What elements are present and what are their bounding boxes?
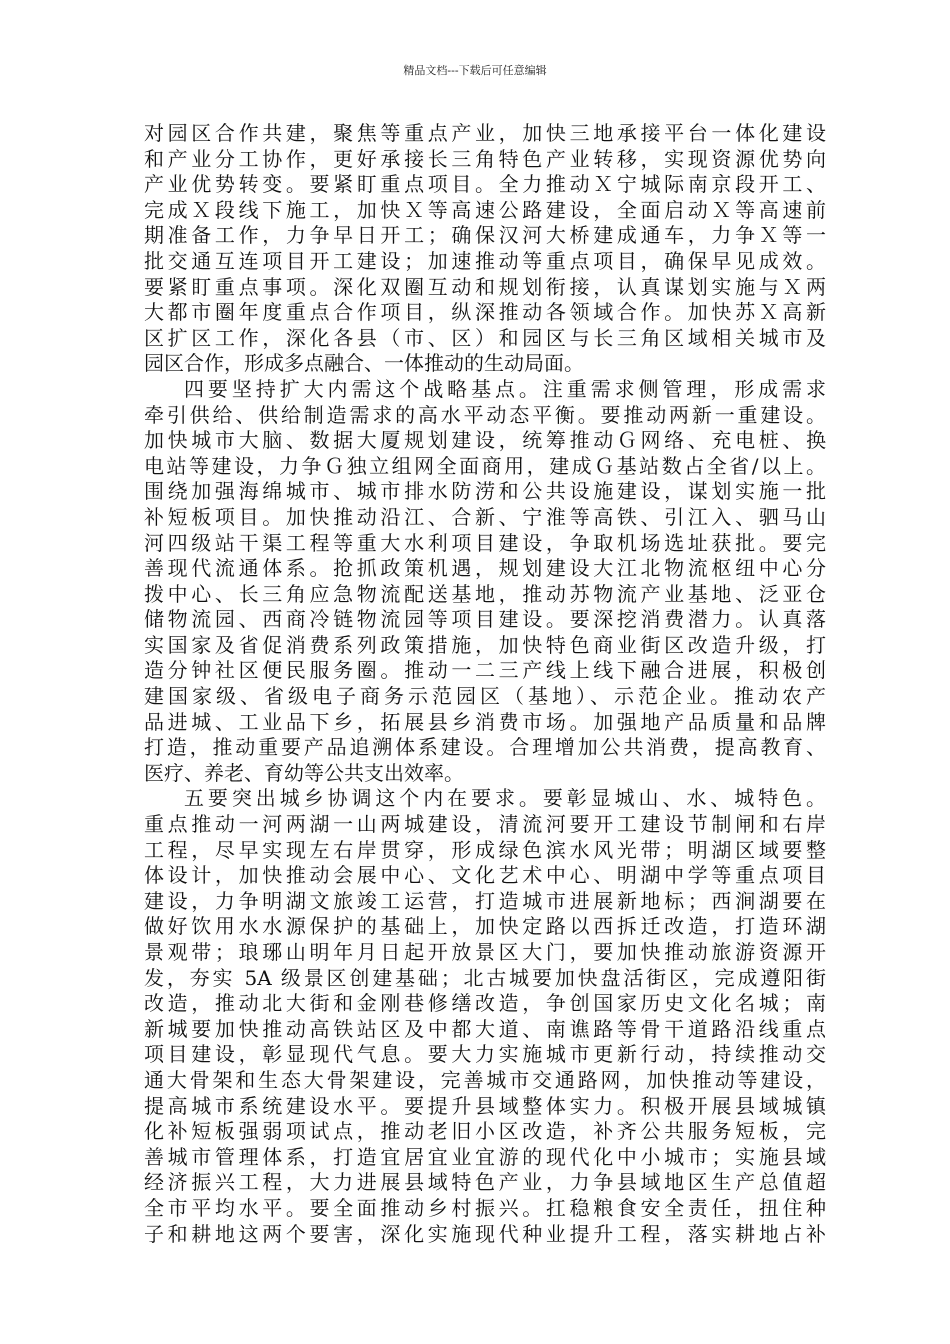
paragraph-line: 要紧盯重点事项。深化双圈互动和规划衔接，认真谋划实施与Ｘ两 — [144, 274, 826, 299]
paragraph-line: 储物流园、西商冷链物流园等项目建设。要深挖消费潜力。认真落 — [144, 607, 826, 632]
paragraph-line: 发，夯实 5A 级景区创建基础；北古城要加快盘活街区，完成遵阳街 — [144, 965, 826, 990]
paragraph-line: 医疗、养老、育幼等公共支出效率。 — [144, 760, 464, 785]
paragraph-line: 园区合作，形成多点融合、一体推动的生动局面。 — [144, 351, 584, 376]
paragraph-line: 全市平均水平。要全面推动乡村振兴。扛稳粮食安全责任，扭住种 — [144, 1195, 826, 1220]
page-header — [0, 64, 950, 78]
paragraph-line: 工程，尽早实现左右岸贯穿，形成绿色滨水风光带；明湖区域要整 — [144, 837, 826, 862]
paragraph-line: 景观带；琅琊山明年月日起开放景区大门，要加快推动旅游资源开 — [144, 940, 826, 964]
paragraph-line: 新城要加快推动高铁站区及中都大道、南谯路等骨干道路沿线重点 — [144, 1016, 826, 1041]
paragraph-line: 提高城市系统建设水平。要提升县域整体实力。积极开展县域城镇 — [144, 1093, 826, 1118]
paragraph-line: 完成Ｘ段线下施工，加快Ｘ等高速公路建设，全面启动Ｘ等高速前 — [144, 197, 826, 222]
paragraph-line: 体设计，加快推动会展中心、文化艺术中心、明湖中学等重点项目 — [144, 863, 826, 888]
paragraph-line: 改造，推动北大街和金刚巷修缮改造，争创国家历史文化名城；南 — [144, 991, 826, 1016]
paragraph-line: 批交通互连项目开工建设；加速推动等重点项目，确保早见成效。 — [144, 248, 826, 273]
paragraph-line: 子和耕地这两个要害，深化实施现代种业提升工程，落实耕地占补 — [144, 1221, 826, 1246]
paragraph-line: 电站等建设，力争Ｇ独立组网全面商用，建成Ｇ基站数占全省/以上。 — [144, 453, 826, 478]
paragraph-line: 和产业分工协作，更好承接长三角特色产业转移，实现资源优势向 — [144, 146, 826, 171]
paragraph — [144, 377, 826, 787]
paragraph-line: 建设，力争明湖文旅竣工运营，打造城市进展新地标；西涧湖要在 — [144, 888, 826, 913]
header-text: 精品文档---下载后可任意编辑 — [403, 64, 547, 77]
paragraph-line: 大都市圈年度重点合作项目，纵深推动各领域合作。加快苏Ｘ高新 — [144, 300, 826, 325]
paragraph-line: 造分钟社区便民服务圈。推动一二三产线上线下融合进展，积极创 — [144, 658, 826, 683]
paragraph-line: 拨中心、长三角应急物流配送基地，推动苏物流产业基地、泛亚仓 — [144, 581, 826, 606]
paragraph-line: 化补短板强弱项试点，推动老旧小区改造，补齐公共服务短板，完 — [144, 1119, 826, 1144]
paragraph-line: 区扩区工作，深化各县（市、区）和园区与长三角区域相关城市及 — [144, 325, 826, 350]
paragraph-line: 五要突出城乡协调这个内在要求。要彰显城山、水、城特色。 — [184, 786, 826, 811]
paragraph-line: 牵引供给、供给制造需求的高水平动态平衡。要推动两新一重建设。 — [144, 402, 826, 427]
paragraph — [144, 121, 826, 377]
paragraph-line: 期准备工作，力争早日开工；确保汉河大桥建成通车，力争Ｘ等一 — [144, 223, 826, 248]
paragraph-line: 通大骨架和生态大骨架建设，完善城市交通路网，加快推动等建设， — [144, 1067, 826, 1092]
paragraph-line: 经济振兴工程，大力进展县域特色产业，力争县域地区生产总值超 — [144, 1170, 826, 1195]
paragraph-line: 品进城、工业品下乡，拓展县乡消费市场。加强地产品质量和品牌 — [144, 709, 826, 734]
paragraph-line: 加快城市大脑、数据大厦规划建设，统筹推动Ｇ网络、充电桩、换 — [144, 428, 826, 453]
paragraph-line: 河四级站干渠工程等重大水利项目建设，争取机场选址获批。要完 — [144, 530, 826, 555]
paragraph-line: 补短板项目。加快推动沿江、合新、宁淮等高铁、引江入、驷马山 — [144, 504, 826, 529]
paragraph-line: 做好饮用水水源保护的基础上，加快定路以西拆迁改造，打造环湖 — [144, 914, 826, 939]
paragraph-line: 建国家级、省级电子商务示范园区（基地）、示范企业。推动农产 — [144, 684, 826, 709]
paragraph-line: 围绕加强海绵城市、城市排水防涝和公共设施建设，谋划实施一批 — [144, 479, 826, 504]
paragraph-line: 善现代流通体系。抢抓政策机遇，规划建设大江北物流枢纽中心分 — [144, 556, 826, 581]
document-body — [144, 121, 826, 1247]
paragraph-line: 善城市管理体系，打造宜居宜业宜游的现代化中小城市；实施县域 — [144, 1144, 826, 1169]
paragraph-line: 实国家及省促消费系列政策措施，加快特色商业街区改造升级，打 — [144, 632, 826, 657]
paragraph-line: 重点推动一河两湖一山两城建设，清流河要开工建设节制闸和右岸 — [144, 812, 826, 837]
paragraph-line: 对园区合作共建，聚焦等重点产业，加快三地承接平台一体化建设 — [144, 121, 826, 145]
paragraph — [144, 786, 826, 1247]
paragraph-line: 项目建设，彰显现代气息。要大力实施城市更新行动，持续推动交 — [144, 1042, 826, 1067]
paragraph-line: 产业优势转变。要紧盯重点项目。全力推动Ｘ宁城际南京段开工、 — [144, 172, 826, 197]
paragraph-line: 打造，推动重要产品追溯体系建设。合理增加公共消费，提高教育、 — [144, 735, 826, 760]
paragraph-line: 四要坚持扩大内需这个战略基点。注重需求侧管理，形成需求 — [184, 376, 826, 401]
